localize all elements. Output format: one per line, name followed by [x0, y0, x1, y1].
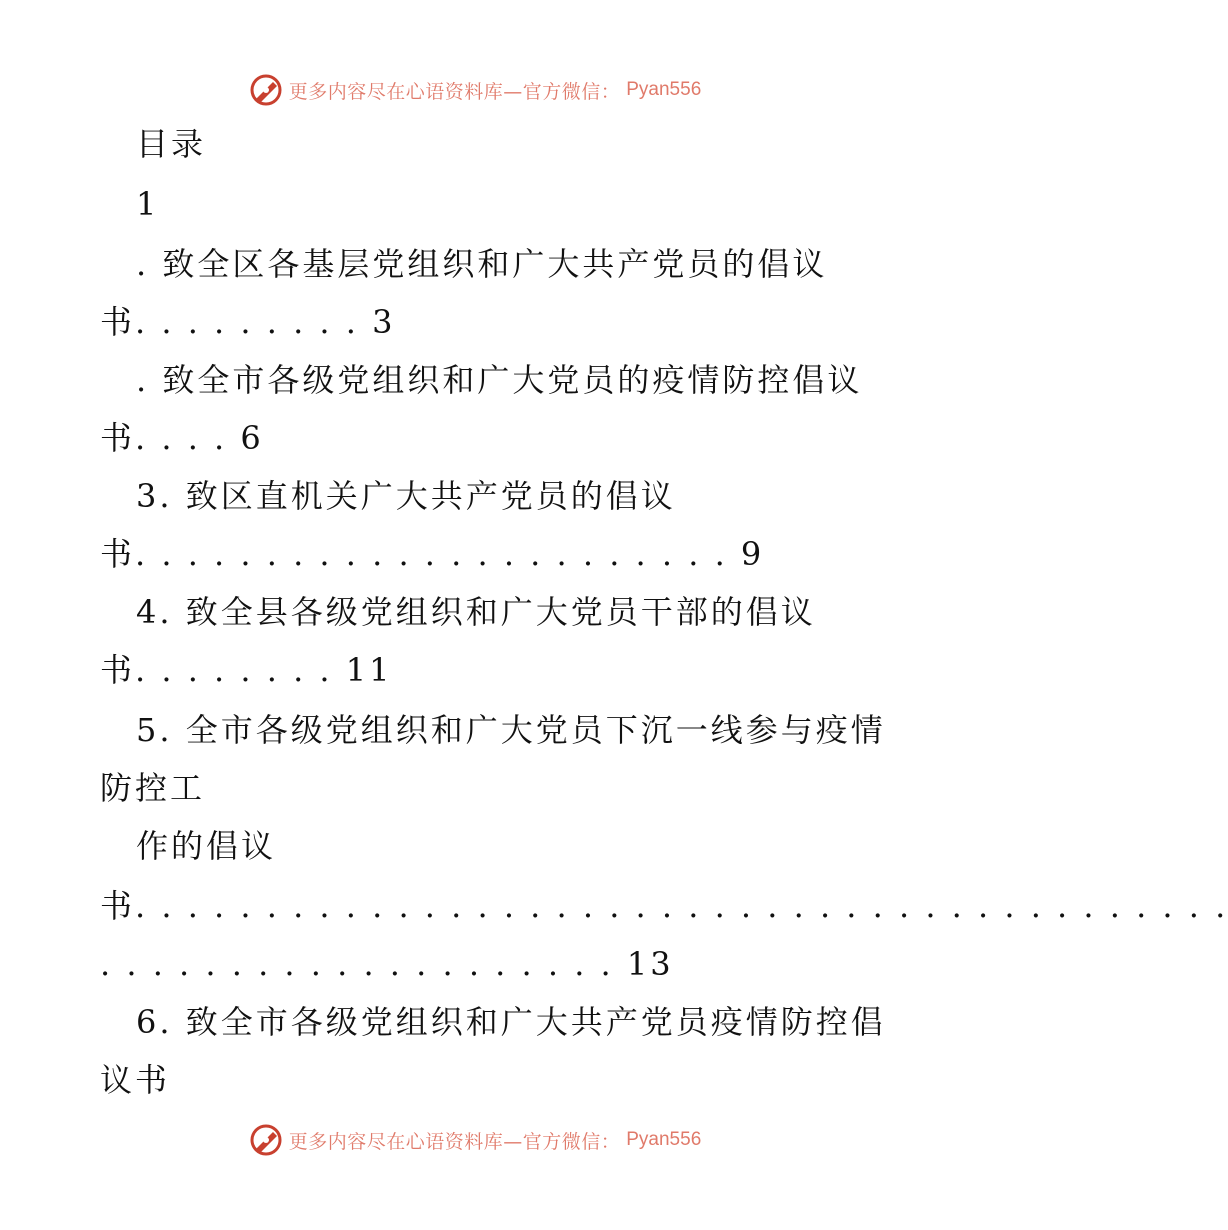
toc-line: 作的倡议 [136, 827, 277, 865]
toc-line: 议书 [100, 1061, 171, 1099]
toc-line: 6. 致全市各级党组织和广大共产党员疫情防控倡 [136, 1003, 886, 1041]
toc-line: 防控工 [100, 769, 206, 807]
pen-logo-icon [249, 73, 283, 107]
watermark-footer [0, 1120, 950, 1160]
watermark-text: 更多内容尽在心语资料库—官方微信： [288, 1130, 621, 1153]
watermark-text: 更多内容尽在心语资料库—官方微信： [288, 80, 621, 103]
toc-line: 书. . . . 6 [100, 419, 264, 457]
watermark-handle: Pyan556 [626, 79, 702, 100]
toc-title: 目录 [136, 125, 207, 163]
toc-line: 书. . . . . . . . . . . . . . . . . . . . . . . 9 [100, 535, 765, 573]
toc-line: 4. 致全县各级党组织和广大党员干部的倡议 [136, 593, 816, 631]
toc-line: 5. 全市各级党组织和广大党员下沉一线参与疫情 [136, 711, 886, 749]
toc-line: . 致全区各基层党组织和广大共产党员的倡议 [136, 245, 828, 283]
toc-line: 书. . . . . . . . . . . . . . . . . . . . . . . . . . . . . . . . . . . . . . . . . . [100, 887, 1228, 925]
toc-line: . . . . . . . . . . . . . . . . . . . . 13 [100, 945, 674, 983]
toc-line: 书. . . . . . . . 11 [100, 651, 393, 689]
toc-line: 1 [136, 185, 160, 223]
toc-line: . 致全市各级党组织和广大党员的疫情防控倡议 [136, 361, 863, 399]
watermark-handle: Pyan556 [626, 1129, 702, 1150]
watermark-header [0, 70, 950, 110]
pen-logo-icon [249, 1123, 283, 1157]
toc-line: 书. . . . . . . . . 3 [100, 303, 396, 341]
toc-line: 3. 致区直机关广大共产党员的倡议 [136, 477, 676, 515]
